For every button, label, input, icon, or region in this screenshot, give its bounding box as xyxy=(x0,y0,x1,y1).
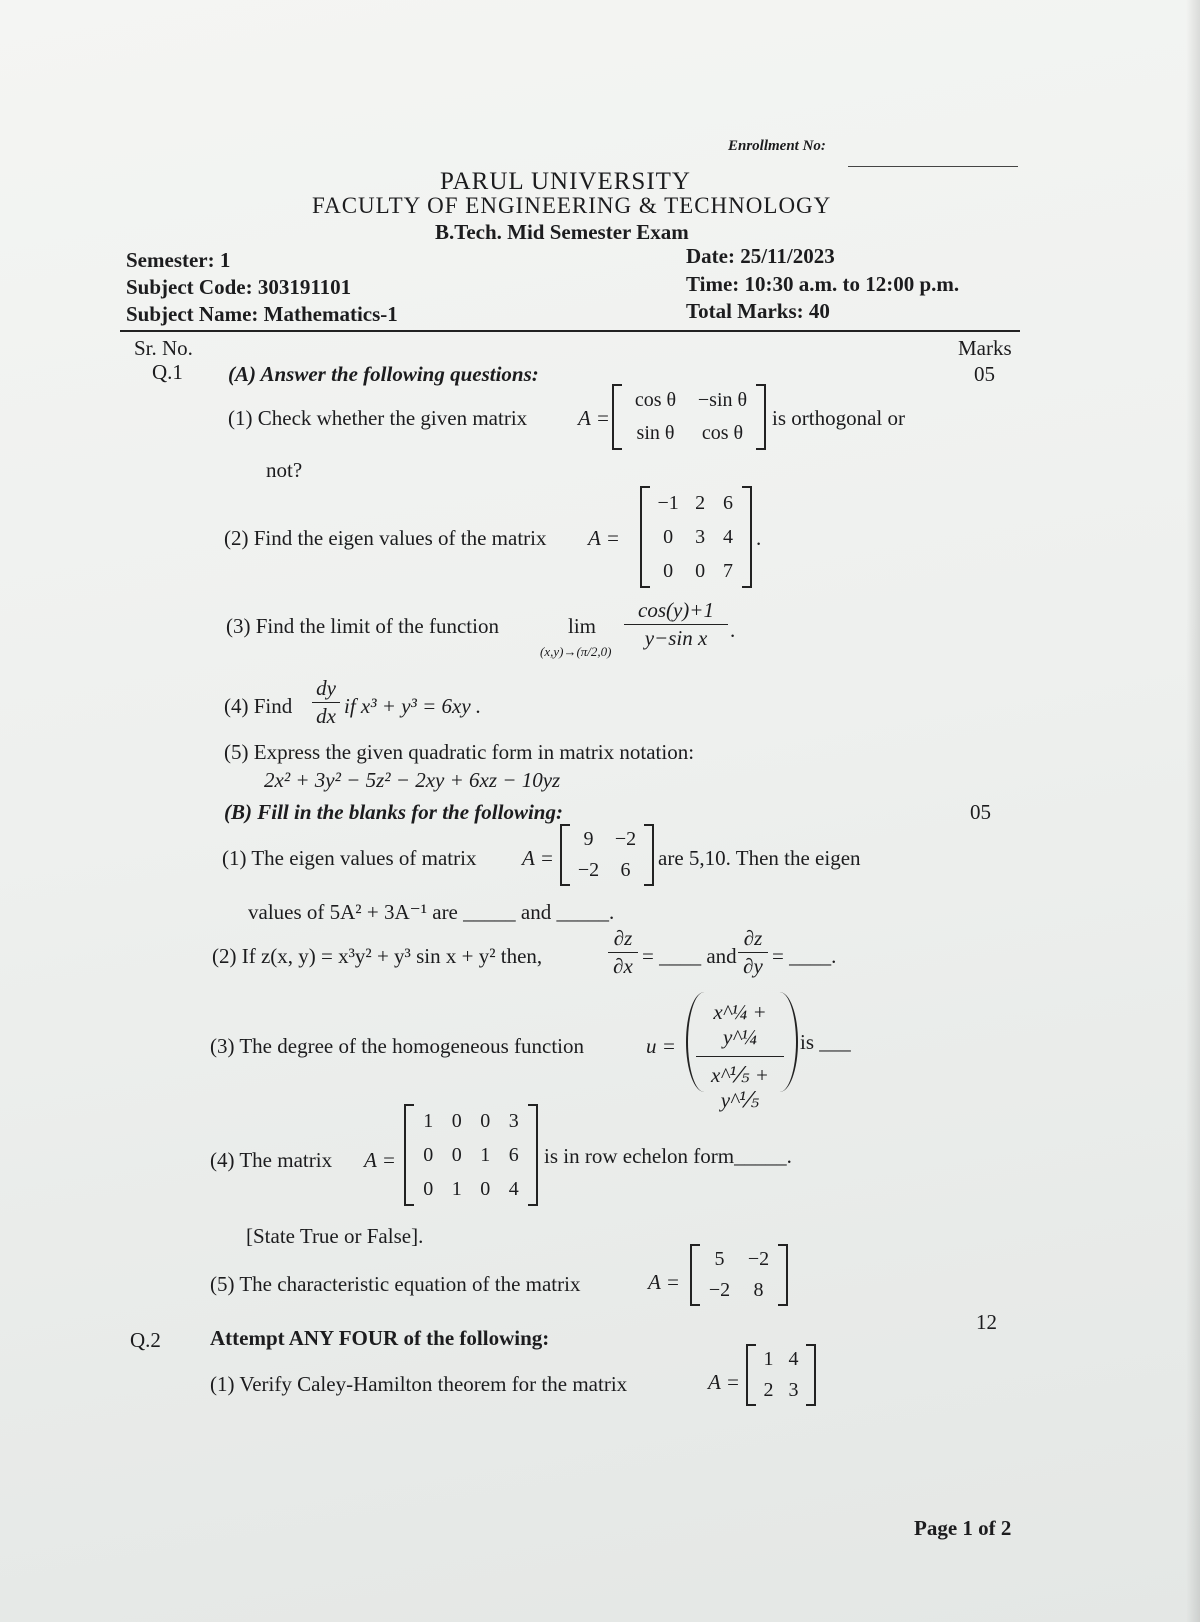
q1b-item2-partial-x: ∂z ∂x xyxy=(608,926,638,979)
matrix-cell: 7 xyxy=(723,559,734,582)
q1b-item4-matrix xyxy=(404,1104,538,1206)
q1a-item4-equation: if x³ + y³ = 6xy . xyxy=(344,694,482,718)
subject-code: Subject Code: 303191101 xyxy=(126,275,352,299)
fraction-numerator: cos(y)+1 xyxy=(638,598,714,622)
matrix-cell: 0 xyxy=(480,1109,491,1132)
fraction-denominator: x^⅕ + y^⅕ xyxy=(711,1063,769,1112)
matrix-cell: 2 xyxy=(695,491,706,514)
matrix-cell: sin θ xyxy=(636,422,675,444)
exam-time: Time: 10:30 a.m. to 12:00 p.m. xyxy=(686,272,960,296)
fraction-denominator: y−sin x xyxy=(644,626,708,650)
q1a-item4-derivative: dy dx xyxy=(312,676,340,729)
q1a-item1-lhs: A = xyxy=(578,406,610,430)
q1a-item3-text: (3) Find the limit of the function xyxy=(226,614,499,638)
q1b-item1-matrix xyxy=(560,824,654,886)
q1b-item5-matrix xyxy=(690,1244,788,1306)
q1a-item2-lhs: A = xyxy=(588,526,620,550)
matrix-cell: 4 xyxy=(723,525,734,548)
matrix-cell: 3 xyxy=(695,525,706,548)
q1a-item4-text: (4) Find xyxy=(224,694,293,718)
q1a-item1-text: (1) Check whether the given matrix xyxy=(228,406,528,430)
enrollment-label: Enrollment No: xyxy=(728,138,826,154)
exam-page: Enrollment No: PARUL UNIVERSITY FACULTY OF ENGINEERING & TECHNOLOGY B.Tech. Mid Semester Exam Semester: 1 Subject Code: 303191101 Subject Name: Mathematics-1 Date: 25/11/2023 Time: 10:30 a.m. to 12:00 p.m. Total Marks: 40 Sr. No. Marks Q.1 (A) Answer the following questions: 05 (1) Check whether the given matrix A = cos θ −sin θ sin θ cos θ is orthogonal or not? (2) Find the eigen values of the matrix A = −1 2 6 0 3 4 0 0 7 . (3) Find the limit of the function lim (x,y)→(π/2,0) cos(y)+1 y−sin x . (4) Find dy dx if x³ + y³ = 6xy . (5) Express the given quadratic form in matrix notation: 2x² + 3y² − 5z² − 2xy + 6xz − 10yz (B) Fill in the blanks for the following: 05 (1) The eigen values of matrix A = 9 −2 −2 6 are 5,10. Then the eigen values of 5A² + 3A⁻¹ are _____ and _____. (2) If z(x, y) = x³y² + y³ sin x + y² then, ∂z ∂x = ____ and ∂z ∂y = ____. (3) The degree of the homogeneous function u = x^¼ + y^¼ x^⅕ + y^⅕ is ___ (4) The matrix A = 1 0 0 3 0 0 1 6 0 1 0 4 is in row echelon form_____. [State True or False]. (5) The characteristic equation of the matrix A = 5 −2 −2 8 12 Q.2 Attempt ANY FOUR of the following: (1) Verify Caley-Hamilton theorem for the matrix A = 1 4 2 3 Page 1 of 2 xyxy=(0,0,1200,1622)
exam-date: Date: 25/11/2023 xyxy=(686,244,835,268)
matrix-cell: 1 xyxy=(480,1143,491,1166)
q1a-item1-post: is orthogonal or xyxy=(772,406,905,430)
q1b-item2-mid: = ____ and xyxy=(642,944,737,968)
matrix-cell: 0 xyxy=(423,1143,434,1166)
matrix-cell: 6 xyxy=(508,1143,519,1166)
matrix-cell: −sin θ xyxy=(697,389,748,411)
matrix-cell: 3 xyxy=(508,1109,519,1132)
matrix-cell: 6 xyxy=(723,491,734,514)
q1b-item4-text: (4) The matrix xyxy=(210,1148,333,1172)
q1b-item4-cont: [State True or False]. xyxy=(246,1224,424,1248)
semester: Semester: 1 xyxy=(126,248,231,272)
matrix-cell: 5 xyxy=(714,1248,725,1270)
matrix-cell: 3 xyxy=(788,1379,799,1401)
university-name: PARUL UNIVERSITY xyxy=(440,168,691,195)
matrix-cell: −2 xyxy=(708,1279,731,1301)
matrix-cell: 0 xyxy=(663,525,674,548)
q1a-item1-matrix xyxy=(612,384,766,450)
q1a-item5-text: (5) Express the given quadratic form in matrix notation: xyxy=(224,740,695,764)
matrix-cell: −1 xyxy=(657,491,679,514)
q2-item1-text: (1) Verify Caley-Hamilton theorem for the matrix xyxy=(210,1372,628,1396)
matrix-cell: 0 xyxy=(663,559,674,582)
matrix-cell: 0 xyxy=(451,1109,462,1132)
q1a-item1-cont: not? xyxy=(266,458,303,482)
q1b-title: (B) Fill in the blanks for the following: xyxy=(224,800,563,824)
matrix-cell: 9 xyxy=(583,828,594,850)
q1b-item3-post: is ___ xyxy=(800,1030,851,1054)
header-divider xyxy=(120,330,1020,332)
matrix-cell: 1 xyxy=(451,1177,462,1200)
q1b-item2-partial-y: ∂z ∂y xyxy=(738,926,768,979)
total-marks: Total Marks: 40 xyxy=(686,299,830,323)
q1b-item2-text: (2) If z(x, y) = x³y² + y³ sin x + y² then, xyxy=(212,944,543,968)
q1b-item2-end: = ____. xyxy=(772,944,837,968)
q2-title: Attempt ANY FOUR of the following: xyxy=(210,1326,550,1350)
faculty-name: FACULTY OF ENGINEERING & TECHNOLOGY xyxy=(312,193,832,218)
q1b-item4-post: is in row echelon form_____. xyxy=(544,1144,792,1168)
q1a-item2-matrix xyxy=(640,486,752,588)
matrix-cell: −2 xyxy=(747,1248,770,1270)
marks-header: Marks xyxy=(958,336,1012,360)
q1b-item3-text: (3) The degree of the homogeneous function xyxy=(210,1034,584,1058)
q2-number: Q.2 xyxy=(130,1328,161,1352)
matrix-cell: −2 xyxy=(614,828,637,850)
q1a-item3-fraction xyxy=(624,598,728,651)
fraction-numerator: x^¼ + y^¼ xyxy=(713,1000,767,1049)
q2-marks: 12 xyxy=(976,1310,997,1334)
exam-name: B.Tech. Mid Semester Exam xyxy=(435,220,689,244)
q1a-item3-subscript: (x,y)→(π/2,0) xyxy=(540,644,612,659)
q1b-item1-post: are 5,10. Then the eigen xyxy=(658,846,861,870)
q1a-item3-lim: lim xyxy=(568,614,597,638)
sr-no-header: Sr. No. xyxy=(134,336,193,360)
matrix-cell: cos θ xyxy=(701,422,744,444)
matrix-cell: −2 xyxy=(577,859,600,881)
subject-name: Subject Name: Mathematics-1 xyxy=(126,302,398,326)
q1b-item1-text: (1) The eigen values of matrix xyxy=(222,846,477,870)
q1b-marks: 05 xyxy=(970,800,991,824)
q1a-marks: 05 xyxy=(974,362,995,386)
matrix-cell: 0 xyxy=(695,559,706,582)
matrix-cell: 4 xyxy=(788,1348,799,1370)
matrix-cell: 1 xyxy=(423,1109,434,1132)
matrix-cell: 8 xyxy=(753,1279,764,1301)
q1b-item1-cont: values of 5A² + 3A⁻¹ are _____ and _____. xyxy=(248,900,615,924)
matrix-cell: 6 xyxy=(620,859,631,881)
q1b-item1-lhs: A = xyxy=(522,846,554,870)
matrix-cell: 2 xyxy=(763,1379,774,1401)
q1a-item5-expression: 2x² + 3y² − 5z² − 2xy + 6xz − 10yz xyxy=(264,768,561,792)
q1-number: Q.1 xyxy=(152,360,183,384)
enrollment-blank xyxy=(848,166,1018,167)
q2-item1-matrix xyxy=(746,1344,816,1406)
matrix-cell: 0 xyxy=(451,1143,462,1166)
matrix-cell: 0 xyxy=(480,1177,491,1200)
matrix-cell: cos θ xyxy=(634,389,677,411)
matrix-cell: 4 xyxy=(508,1177,519,1200)
q1b-item3-fraction xyxy=(696,1000,784,1113)
q1a-item2-text: (2) Find the eigen values of the matrix xyxy=(224,526,547,550)
q1b-item5-text: (5) The characteristic equation of the matrix xyxy=(210,1272,581,1296)
page-number: Page 1 of 2 xyxy=(914,1516,1012,1540)
matrix-cell: 0 xyxy=(423,1177,434,1200)
matrix-cell: 1 xyxy=(763,1348,774,1370)
q1a-title: (A) Answer the following questions: xyxy=(228,362,539,386)
